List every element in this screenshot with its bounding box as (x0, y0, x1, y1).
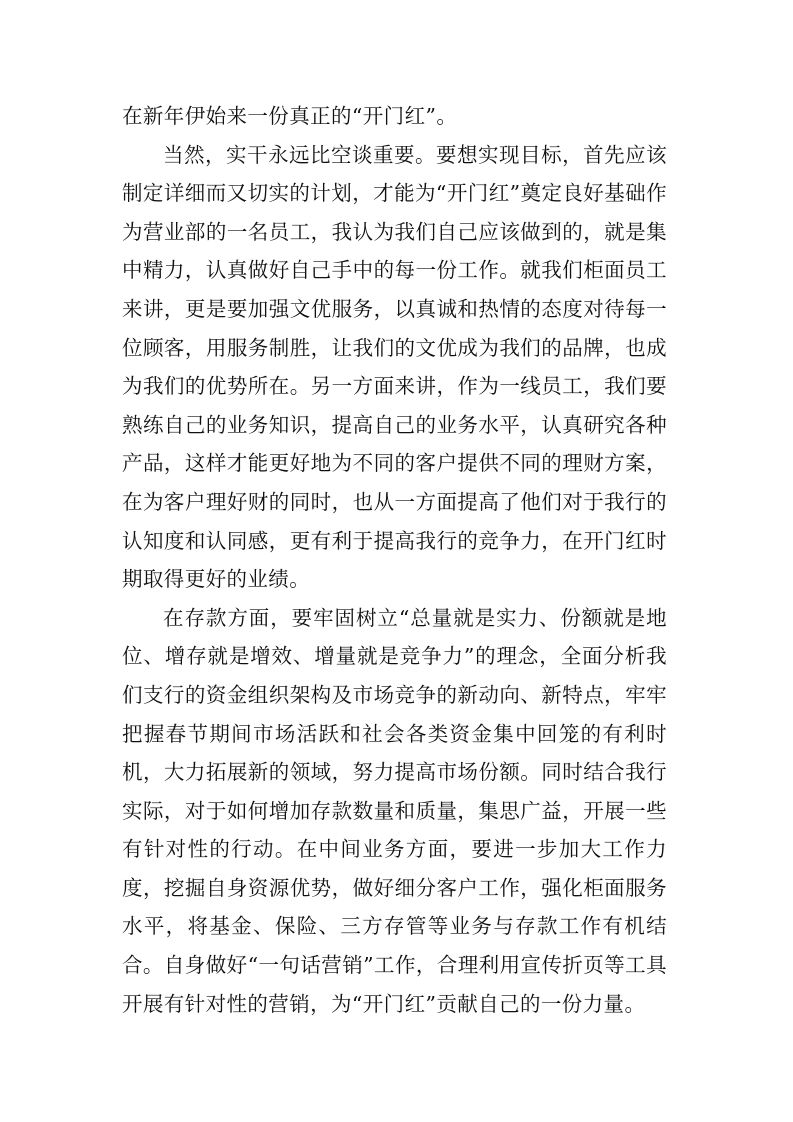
paragraph-plan-and-service: 当然，实干永远比空谈重要。要想实现目标，首先应该制定详细而又切实的计划，才能为“开门红”奠定良好基础作为营业部的一名员工，我认为我们自己应该做到的，就是集中精力，认真做好自己手中的每一份工作。就我们柜面员工来讲，更是要加强文优服务，以真诚和热情的态度对待每一位顾客，用服务制胜，让我们的文优成为我们的品牌，也成为我们的优势所在。另一方面来讲，作为一线员工，我们要熟练自己的业务知识，提高自己的业务水平，认真研究各种产品，这样才能更好地为不同的客户提供不同的理财方案，在为客户理好财的同时，也从一方面提高了他们对于我行的认知度和认同感，更有利于提高我行的竞争力，在开门红时期取得更好的业绩。 (122, 142, 667, 592)
paragraph-opening-line: 在新年伊始来一份真正的“开门红”。 (122, 104, 458, 128)
paragraph-deposits-and-intermediary: 在存款方面，要牢固树立“总量就是实力、份额就是地位、增存就是增效、增量就是竞争力”的理念，全面分析我们支行的资金组织架构及市场竞争的新动向、新特点，牢牢把握春节期间市场活跃和社会各类资金集中回笼的有利时机，大力拓展新的领域，努力提高市场份额。同时结合我行实际，对于如何增加存款数量和质量，集思广益，开展一些有针对性的行动。在中间业务方面，要进一步加大工作力度，挖掘自身资源优势，做好细分客户工作，强化柜面服务水平，将基金、保险、三方存管等业务与存款工作有机结合。自身做好“一句话营销”工作，合理利用宣传折页等工具开展有针对性的营销，为“开门红”贡献自己的一份力量。 (122, 605, 667, 1016)
document-body (122, 97, 667, 1023)
